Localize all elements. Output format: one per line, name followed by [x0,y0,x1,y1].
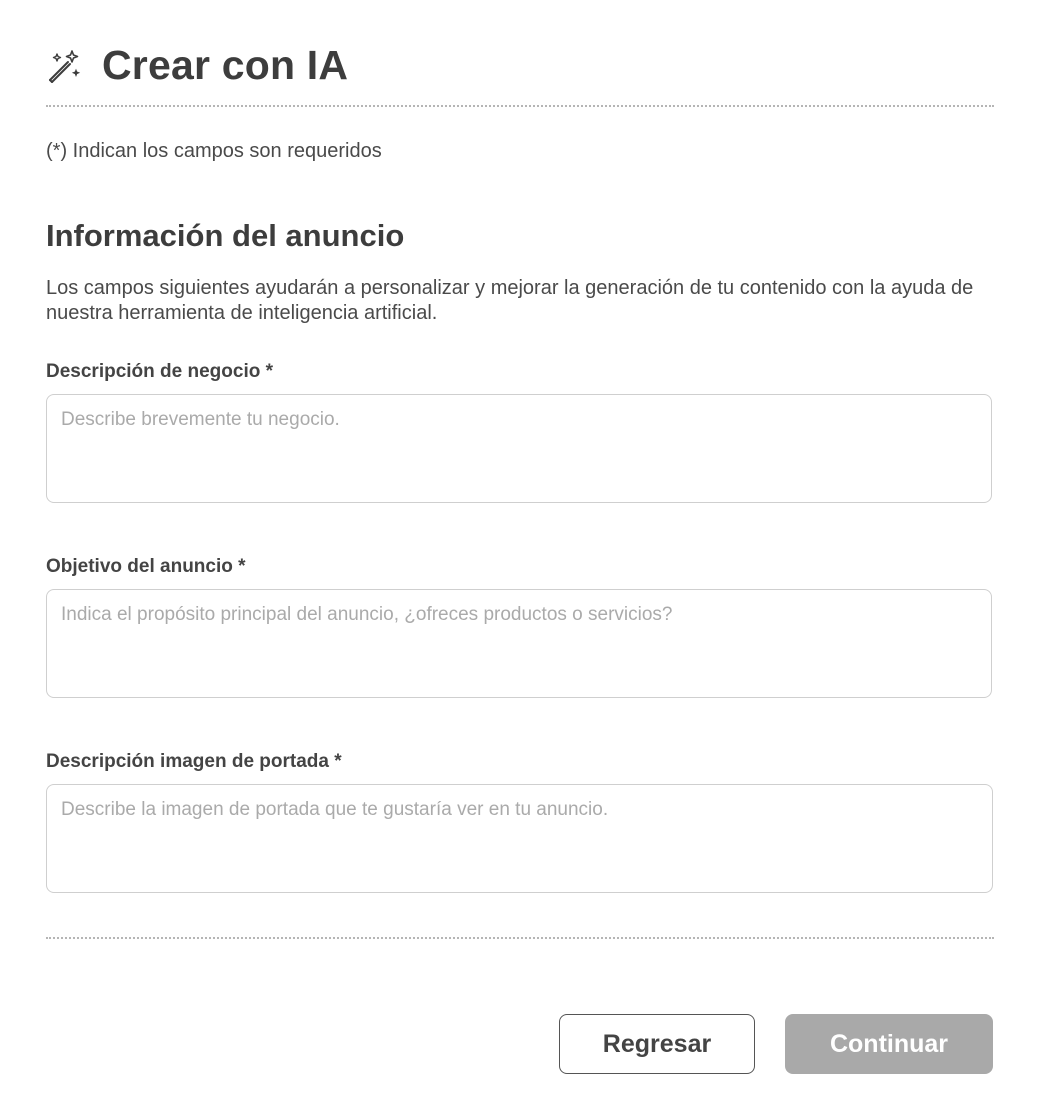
footer-divider [46,937,994,939]
cover-image-description-input[interactable] [46,784,993,893]
business-description-input[interactable] [46,394,992,503]
page-title: Crear con IA [102,42,349,88]
business-description-label: Descripción de negocio * [46,361,273,382]
ad-objective-label: Objetivo del anuncio * [46,556,246,577]
back-button[interactable]: Regresar [559,1014,755,1074]
cover-image-description-label: Descripción imagen de portada * [46,751,342,772]
section-description: Los campos siguientes ayudarán a personalizar y mejorar la generación de tu contenido con la ayuda de nuestra herramienta de inteligencia artificial. [46,277,974,324]
magic-wand-icon [46,48,82,84]
ad-objective-input[interactable] [46,589,992,698]
page-header [46,42,348,89]
header-divider [46,105,994,107]
section-title: Información del anuncio [46,218,405,253]
required-note: (*) Indican los campos son requeridos [46,140,382,162]
continue-button[interactable]: Continuar [785,1014,993,1074]
